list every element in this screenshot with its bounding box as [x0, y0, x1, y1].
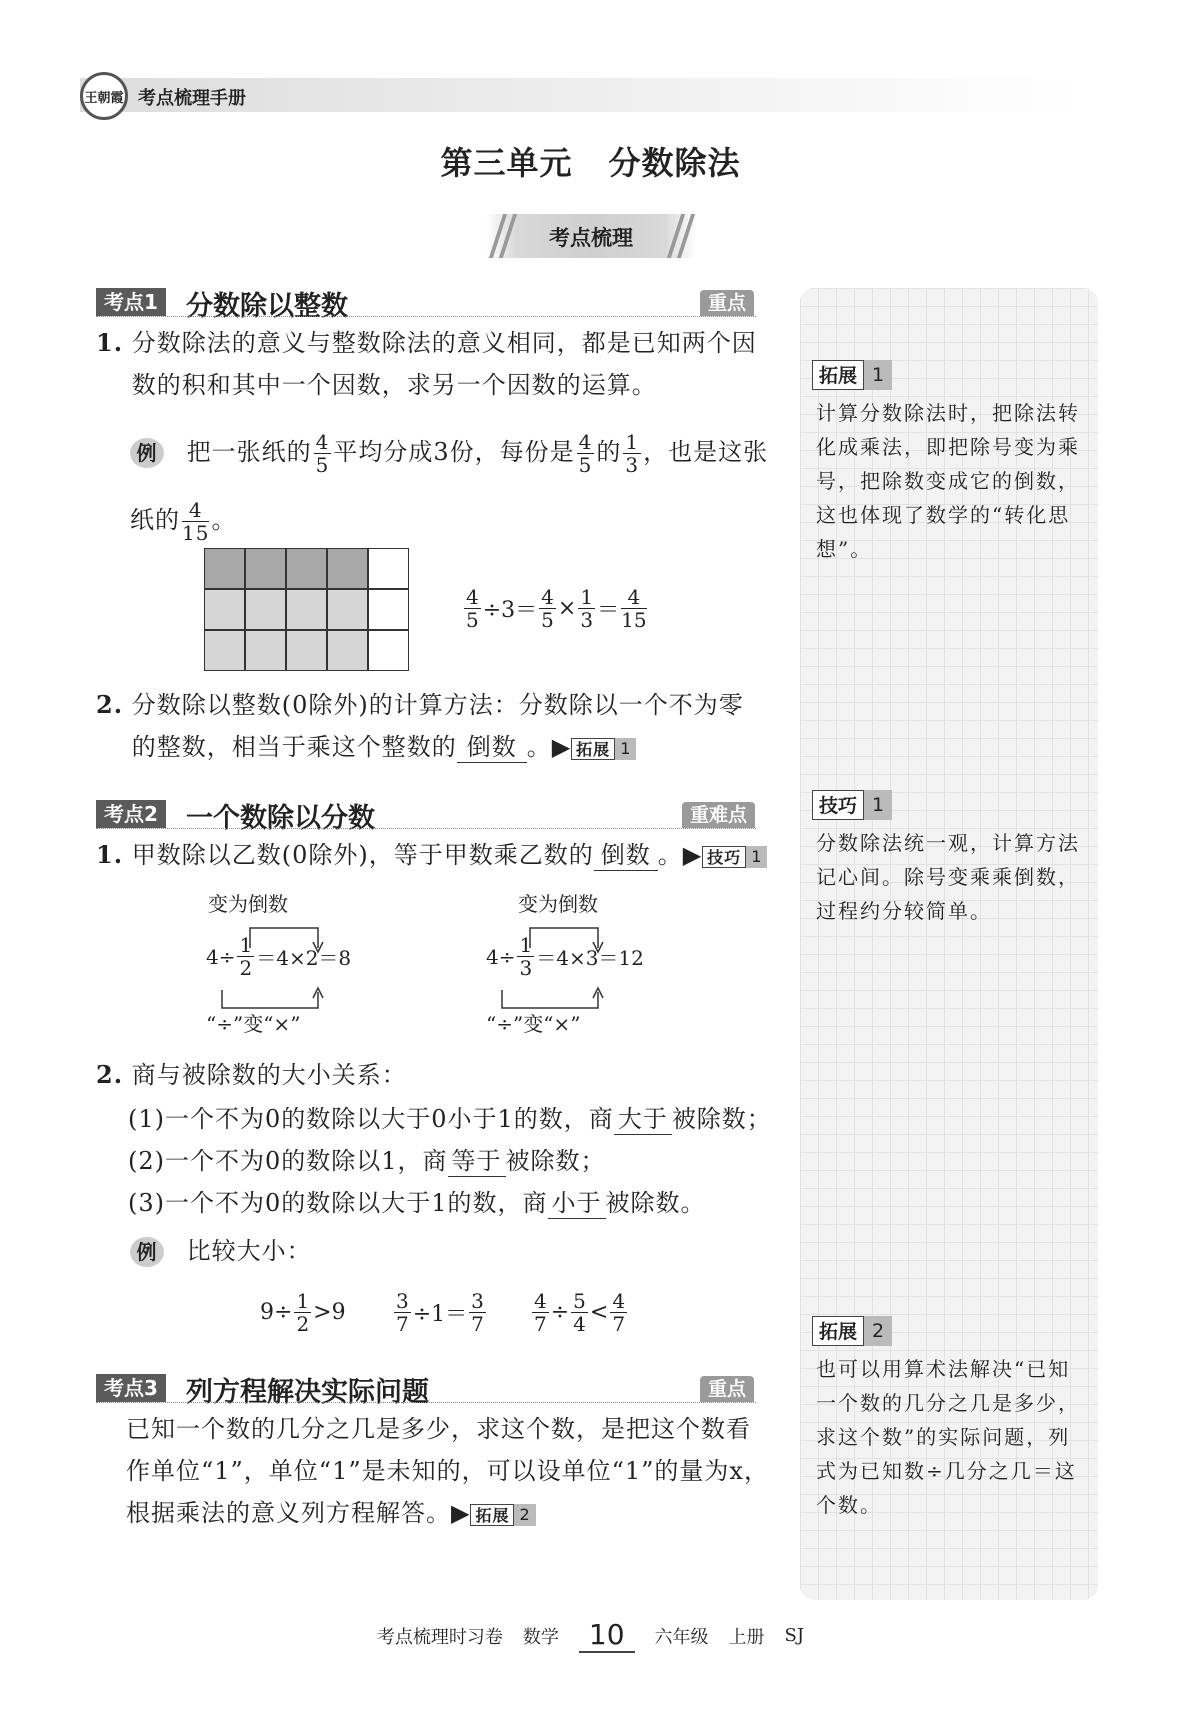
- diagram-1-equation: [206, 934, 351, 979]
- section-1-point-2: [96, 684, 766, 768]
- point-text: 商与被除数的大小关系：: [131, 1061, 407, 1089]
- case-3: [128, 1182, 788, 1224]
- grid-cell: [327, 589, 368, 630]
- denominator: 5: [541, 608, 554, 632]
- equation-text: ÷3＝: [482, 598, 538, 623]
- header-title: 考点梳理手册: [138, 88, 246, 109]
- tag-number: 1: [615, 738, 636, 760]
- fraction-4-5: [314, 431, 332, 476]
- section-2-example: [130, 1230, 312, 1272]
- example-text: 。: [211, 506, 237, 534]
- numerator: 1: [625, 430, 640, 454]
- tag-number: 1: [864, 360, 892, 390]
- equation-text: ＝4×2＝8: [256, 946, 352, 970]
- grid-cell: [327, 548, 368, 589]
- equation-text: 4÷: [486, 944, 516, 969]
- numerator: 1: [239, 933, 253, 957]
- ref-tag-extension-1: [571, 738, 636, 760]
- tag-label: 拓展: [812, 360, 864, 390]
- sidebar-text-extension-2: 也可以用算术法解决“已知一个数的几分之几是多少，求这个数”的实际问题，列式为已知数÷几分之几＝这个数。: [816, 1357, 1080, 1517]
- tag-label: 拓展: [470, 1504, 514, 1526]
- grid-cell: [368, 548, 409, 589]
- banner-label: 考点梳理: [549, 225, 633, 250]
- point-text: 甲数除以乙数(0除外)，等于甲数乘乙数的: [131, 841, 594, 869]
- footer: [0, 1618, 1181, 1653]
- example-text: 平均分成3份，每份是: [333, 438, 575, 466]
- fraction-4-7: [610, 1290, 627, 1335]
- section-3-text: [126, 1408, 772, 1534]
- answer-blank: 小于: [548, 1188, 606, 1219]
- grid-cell: [204, 548, 245, 589]
- footer-subject: 数学: [522, 1626, 559, 1648]
- point-number: 1.: [96, 840, 124, 869]
- answer-blank: 倒数: [457, 732, 527, 763]
- equation-text: ×: [557, 596, 577, 621]
- denominator: 2: [296, 1312, 310, 1336]
- diagram-2-top-label: 变为倒数: [518, 892, 598, 916]
- example-text: 把一张纸的: [186, 438, 312, 466]
- fraction-1-3: [623, 431, 641, 476]
- numerator: 4: [466, 585, 479, 609]
- fraction-4-15: [182, 499, 209, 544]
- numerator: 4: [315, 430, 330, 454]
- denominator: 7: [471, 1312, 484, 1336]
- tag-label: 拓展: [571, 738, 615, 760]
- case-text: 被除数；: [505, 1147, 606, 1175]
- answer-blank: 大于: [614, 1104, 672, 1135]
- section-2-point-2: [96, 1054, 776, 1096]
- numerator: 4: [182, 499, 209, 522]
- point-text: 。▶: [526, 733, 572, 761]
- footer-book-title: 考点梳理时习卷: [376, 1626, 503, 1648]
- section-2-point-1: [96, 834, 776, 876]
- diagram-2-bottom-label: “÷”变“×”: [486, 1012, 581, 1036]
- case-text: 被除数。: [605, 1189, 706, 1217]
- denominator: 4: [573, 1312, 586, 1336]
- example-text: ，也是这张纸的: [130, 438, 769, 534]
- numerator: 1: [580, 585, 594, 609]
- fraction-4-15: [621, 586, 646, 631]
- grid-cell: [204, 630, 245, 671]
- numerator: 4: [621, 586, 646, 609]
- section-1-point-1: [96, 322, 766, 406]
- section-1-title: 分数除以整数: [186, 291, 348, 322]
- diagram-1-top-label: 变为倒数: [208, 892, 288, 916]
- example-icon: 例: [130, 438, 164, 468]
- fraction-5-4: [571, 1290, 588, 1335]
- section-1-badge: 考点1: [96, 288, 166, 316]
- point-text: 分数除法的意义与整数除法的意义相同，都是已知两个因数的积和其中一个因数，求另一个因数的运算。: [131, 329, 757, 399]
- tag-number: 1: [746, 846, 767, 868]
- point-text: 分数除以整数(0除外)的计算方法：分数除以一个不为零的整数，相当于乘这个整数的: [131, 691, 744, 761]
- section-3-title: 列方程解决实际问题: [186, 1377, 429, 1408]
- denominator: 7: [396, 1312, 409, 1336]
- denominator: 15: [182, 521, 210, 545]
- equation-text: ＝: [597, 598, 620, 623]
- page-number: 10: [579, 1618, 635, 1653]
- section-3-underline: [96, 1402, 756, 1403]
- denominator: 15: [621, 608, 647, 632]
- point-number: 2.: [96, 690, 124, 719]
- section-2-underline: [96, 828, 756, 829]
- tag-number: 2: [514, 1504, 535, 1526]
- unit-topic: 分数除法: [608, 144, 741, 182]
- case-1: [128, 1098, 788, 1140]
- section-2-tag: 重难点: [682, 802, 755, 828]
- sidebar-tag-extension-2: [812, 1316, 892, 1346]
- answer-blank: 等于: [448, 1146, 506, 1177]
- example-text: 的: [596, 438, 622, 466]
- numerator: 4: [578, 430, 593, 454]
- equation-text: ＝4×3＝12: [536, 946, 644, 970]
- fraction-1-3: [517, 934, 534, 979]
- section-3-tag: 重点: [700, 1376, 754, 1402]
- grid-cell: [245, 630, 286, 671]
- tag-label: 技巧: [812, 790, 864, 820]
- numerator: 3: [396, 1289, 409, 1313]
- section-2-badge: 考点2: [96, 800, 166, 828]
- tag-number: 1: [864, 790, 892, 820]
- fraction-1-3: [578, 586, 595, 631]
- grid-cell: [286, 589, 327, 630]
- case-text: (2)一个不为0的数除以1，商: [128, 1147, 448, 1175]
- denominator: 2: [239, 956, 253, 980]
- fraction-4-5: [577, 431, 595, 476]
- equation-text: ÷: [550, 1300, 570, 1325]
- section-1-tag: 重点: [700, 290, 754, 316]
- grid-cell: [368, 589, 409, 630]
- compare-2: [392, 1290, 488, 1335]
- grid-cell: [286, 548, 327, 589]
- answer-blank: 倒数: [594, 840, 658, 871]
- grid-cell: [327, 630, 368, 671]
- example-text: 比较大小：: [186, 1237, 312, 1265]
- ref-tag-extension-2: [470, 1504, 535, 1526]
- point-number: 2.: [96, 1060, 124, 1089]
- equation-text: 9÷: [260, 1300, 293, 1325]
- grid-cell: [368, 630, 409, 671]
- grid-cell: [245, 589, 286, 630]
- sidebar-text-tip-1: 分数除法统一观，计算方法记心间。除号变乘乘倒数，过程约分较简单。: [816, 831, 1080, 923]
- denominator: 3: [625, 453, 640, 477]
- point-text: 。▶: [657, 841, 703, 869]
- numerator: 3: [471, 1289, 484, 1313]
- grid-cell: [204, 589, 245, 630]
- fraction-4-5: [464, 586, 481, 631]
- grid-cell: [245, 548, 286, 589]
- ref-tag-tip-1: [702, 846, 767, 868]
- footer-term: 上册: [728, 1626, 765, 1648]
- compare-3: [530, 1290, 629, 1335]
- case-text: (3)一个不为0的数除以大于1的数，商: [128, 1189, 548, 1217]
- numerator: 4: [534, 1289, 547, 1313]
- numerator: 4: [541, 585, 554, 609]
- case-2: [128, 1140, 788, 1182]
- tag-label: 拓展: [812, 1316, 864, 1346]
- grid-cell: [286, 630, 327, 671]
- sidebar-text-extension-1: 计算分数除法时，把除法转化成乘法，即把除号变为乘号，把除数变成它的倒数，这也体现了数学的“转化思想”。: [816, 401, 1080, 561]
- fraction-4-7: [532, 1290, 549, 1335]
- section-3-badge: 考点3: [96, 1374, 166, 1402]
- numerator: 1: [296, 1289, 310, 1313]
- example-icon: 例: [130, 1237, 164, 1267]
- fraction-3-7: [394, 1290, 411, 1335]
- denominator: 5: [466, 608, 479, 632]
- tag-label: 技巧: [702, 846, 746, 868]
- section-1-underline: [96, 316, 756, 317]
- point-number: 1.: [96, 328, 124, 357]
- footer-edition: SJ: [784, 1625, 805, 1646]
- numerator: 4: [612, 1289, 626, 1313]
- fraction-3-7: [469, 1290, 486, 1335]
- denominator: 5: [578, 453, 593, 477]
- point-text: 已知一个数的几分之几是多少，求这个数，是把这个数看作单位“1”，单位“1”是未知的，可以设单位“1”的量为x，根据乘法的意义列方程解答。▶: [126, 1415, 769, 1527]
- equation-text: ÷1＝: [412, 1302, 468, 1327]
- point-text-wrap: [132, 684, 762, 768]
- denominator: 3: [519, 956, 533, 980]
- sidebar-tag-extension-1: [812, 360, 892, 390]
- numerator: 1: [519, 933, 533, 957]
- unit-title: [0, 138, 1181, 184]
- fraction-1-2: [237, 934, 254, 979]
- section-1-equation: [462, 586, 649, 631]
- case-text: 被除数；: [671, 1105, 772, 1133]
- diagram-2-equation: [486, 934, 644, 979]
- numerator: 5: [573, 1289, 586, 1313]
- sidebar-tag-tip-1: [812, 790, 892, 820]
- footer-grade: 六年级: [654, 1626, 709, 1648]
- equation-text: 4÷: [206, 944, 236, 969]
- fraction-4-5: [539, 586, 556, 631]
- fraction-1-2: [294, 1290, 311, 1335]
- logo-text: 王朝霞: [84, 90, 124, 106]
- tag-number: 2: [864, 1316, 892, 1346]
- section-1-example: [130, 418, 770, 554]
- logo: [80, 72, 128, 120]
- denominator: 3: [580, 608, 594, 632]
- unit-number: 第三单元: [440, 144, 573, 182]
- equation-text: <: [589, 1300, 609, 1325]
- section-2-title: 一个数除以分数: [186, 803, 375, 834]
- case-text: (1)一个不为0的数除以大于0小于1的数，商: [128, 1105, 614, 1133]
- diagram-1-bottom-label: “÷”变“×”: [206, 1012, 301, 1036]
- equation-text: >9: [313, 1300, 346, 1325]
- denominator: 7: [612, 1312, 626, 1336]
- compare-1: [260, 1290, 346, 1335]
- denominator: 5: [315, 453, 330, 477]
- denominator: 7: [534, 1312, 547, 1336]
